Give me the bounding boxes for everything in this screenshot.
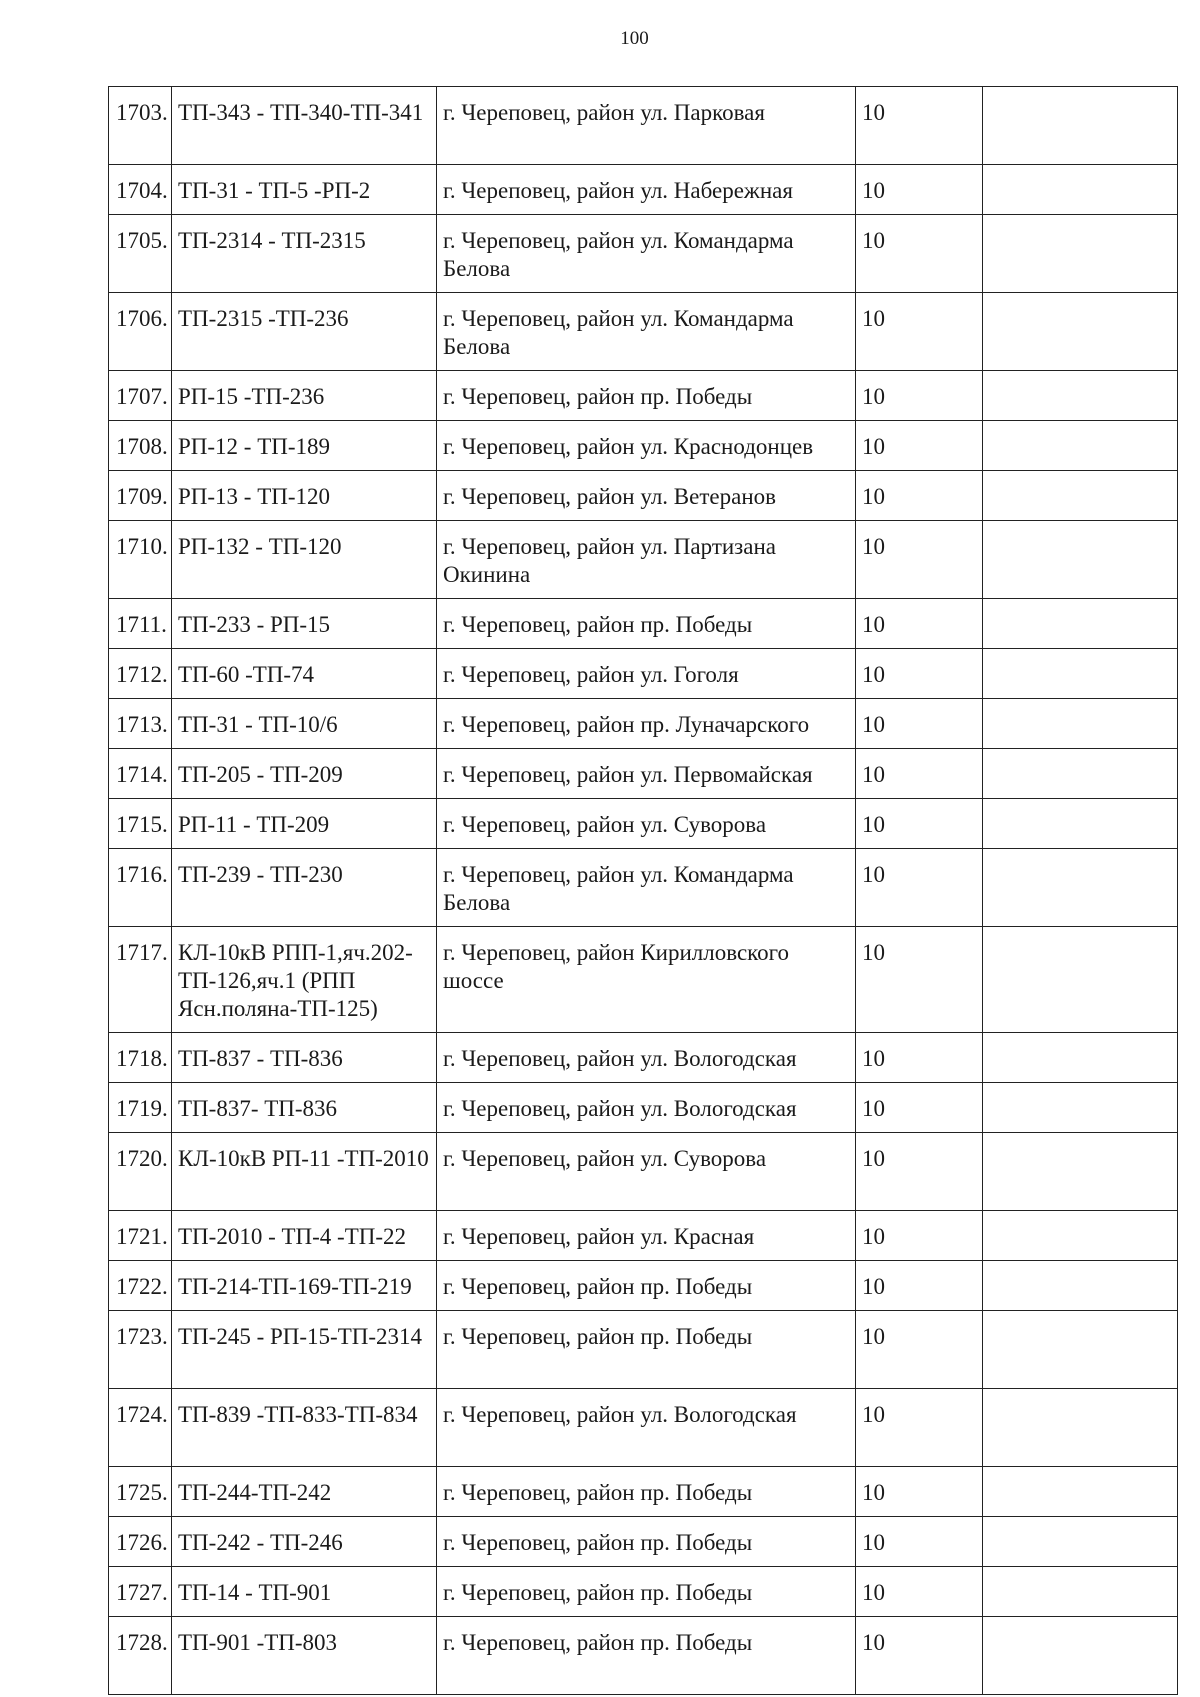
line-extra [983,293,1178,371]
line-extra [983,521,1178,599]
line-location: г. Череповец, район ул. Набережная [437,165,856,215]
row-number: 1720. [109,1133,172,1211]
line-name: ТП-244-ТП-242 [172,1467,437,1517]
table-row [109,165,1178,215]
line-voltage: 10 [856,371,983,421]
table-row [109,471,1178,521]
line-extra [983,749,1178,799]
line-name: ТП-901 -ТП-803 [172,1617,437,1695]
cable-lines-table [108,86,1178,1695]
row-number: 1707. [109,371,172,421]
table-row [109,849,1178,927]
line-name: ТП-60 -ТП-74 [172,649,437,699]
line-name: ТП-214-ТП-169-ТП-219 [172,1261,437,1311]
line-voltage: 10 [856,1133,983,1211]
line-name: КЛ-10кВ РПП-1,яч.202-ТП-126,яч.1 (РПП Ясн.поляна-ТП-125) [172,927,437,1033]
row-number: 1717. [109,927,172,1033]
line-name: РП-11 - ТП-209 [172,799,437,849]
row-number: 1713. [109,699,172,749]
line-voltage: 10 [856,1033,983,1083]
line-voltage: 10 [856,1567,983,1617]
line-extra [983,471,1178,521]
line-location: г. Череповец, район ул. Партизана Окинина [437,521,856,599]
line-location: г. Череповец, район ул. Ветеранов [437,471,856,521]
line-voltage: 10 [856,749,983,799]
line-name: ТП-239 - ТП-230 [172,849,437,927]
line-extra [983,649,1178,699]
table-row [109,1133,1178,1211]
line-extra [983,1133,1178,1211]
row-number: 1711. [109,599,172,649]
row-number: 1716. [109,849,172,927]
line-voltage: 10 [856,471,983,521]
line-location: г. Череповец, район ул. Гоголя [437,649,856,699]
line-extra [983,87,1178,165]
line-voltage: 10 [856,1389,983,1467]
line-location: г. Череповец, район ул. Командарма Белова [437,293,856,371]
line-name: РП-12 - ТП-189 [172,421,437,471]
line-name: РП-13 - ТП-120 [172,471,437,521]
row-number: 1706. [109,293,172,371]
row-number: 1719. [109,1083,172,1133]
line-location: г. Череповец, район ул. Парковая [437,87,856,165]
line-voltage: 10 [856,421,983,471]
line-voltage: 10 [856,521,983,599]
line-location: г. Череповец, район пр. Победы [437,1567,856,1617]
line-name: ТП-837 - ТП-836 [172,1033,437,1083]
row-number: 1715. [109,799,172,849]
line-extra [983,1467,1178,1517]
row-number: 1727. [109,1567,172,1617]
line-location: г. Череповец, район ул. Вологодская [437,1389,856,1467]
page-number: 100 [620,28,649,49]
line-location: г. Череповец, район пр. Победы [437,1261,856,1311]
line-voltage: 10 [856,799,983,849]
row-number: 1712. [109,649,172,699]
line-extra [983,421,1178,471]
row-number: 1724. [109,1389,172,1467]
row-number: 1721. [109,1211,172,1261]
table-row [109,1083,1178,1133]
line-name: ТП-205 - ТП-209 [172,749,437,799]
line-voltage: 10 [856,87,983,165]
line-name: ТП-233 - РП-15 [172,599,437,649]
line-voltage: 10 [856,215,983,293]
line-location: г. Череповец, район пр. Луначарского [437,699,856,749]
line-voltage: 10 [856,849,983,927]
table-row [109,521,1178,599]
line-name: ТП-31 - ТП-5 -РП-2 [172,165,437,215]
line-extra [983,849,1178,927]
row-number: 1714. [109,749,172,799]
line-voltage: 10 [856,1467,983,1517]
row-number: 1722. [109,1261,172,1311]
row-number: 1703. [109,87,172,165]
row-number: 1728. [109,1617,172,1695]
line-extra [983,1617,1178,1695]
line-name: ТП-14 - ТП-901 [172,1567,437,1617]
line-name: ТП-31 - ТП-10/6 [172,699,437,749]
line-location: г. Череповец, район ул. Вологодская [437,1033,856,1083]
table-row [109,1617,1178,1695]
table-row [109,699,1178,749]
line-name: ТП-837- ТП-836 [172,1083,437,1133]
row-number: 1704. [109,165,172,215]
line-location: г. Череповец, район пр. Победы [437,1517,856,1567]
line-name: РП-132 - ТП-120 [172,521,437,599]
line-extra [983,799,1178,849]
row-number: 1723. [109,1311,172,1389]
line-voltage: 10 [856,927,983,1033]
line-name: ТП-2314 - ТП-2315 [172,215,437,293]
table-row [109,1261,1178,1311]
line-name: ТП-2010 - ТП-4 -ТП-22 [172,1211,437,1261]
line-name: ТП-2315 -ТП-236 [172,293,437,371]
line-location: г. Череповец, район ул. Суворова [437,1133,856,1211]
table-row [109,1567,1178,1617]
table-row [109,421,1178,471]
line-name: ТП-245 - РП-15-ТП-2314 [172,1311,437,1389]
row-number: 1708. [109,421,172,471]
row-number: 1718. [109,1033,172,1083]
line-extra [983,1083,1178,1133]
line-voltage: 10 [856,1211,983,1261]
line-extra [983,215,1178,293]
line-location: г. Череповец, район ул. Первомайская [437,749,856,799]
line-voltage: 10 [856,1517,983,1567]
table-row [109,1311,1178,1389]
table-row [109,1517,1178,1567]
row-number: 1705. [109,215,172,293]
line-voltage: 10 [856,649,983,699]
line-location: г. Череповец, район ул. Командарма Белова [437,849,856,927]
line-name: ТП-343 - ТП-340-ТП-341 [172,87,437,165]
line-location: г. Череповец, район пр. Победы [437,1311,856,1389]
row-number: 1709. [109,471,172,521]
line-location: г. Череповец, район пр. Победы [437,1467,856,1517]
line-voltage: 10 [856,599,983,649]
table-row [109,215,1178,293]
line-name: ТП-839 -ТП-833-ТП-834 [172,1389,437,1467]
line-extra [983,599,1178,649]
row-number: 1726. [109,1517,172,1567]
line-extra [983,1261,1178,1311]
table-row [109,599,1178,649]
line-voltage: 10 [856,1083,983,1133]
line-voltage: 10 [856,1261,983,1311]
line-extra [983,1033,1178,1083]
line-location: г. Череповец, район ул. Командарма Белова [437,215,856,293]
line-extra [983,927,1178,1033]
line-voltage: 10 [856,699,983,749]
line-extra [983,165,1178,215]
line-name: КЛ-10кВ РП-11 -ТП-2010 [172,1133,437,1211]
table-row [109,749,1178,799]
table-row [109,1389,1178,1467]
table-row [109,87,1178,165]
line-location: г. Череповец, район пр. Победы [437,1617,856,1695]
line-name: РП-15 -ТП-236 [172,371,437,421]
line-extra [983,1211,1178,1261]
line-name: ТП-242 - ТП-246 [172,1517,437,1567]
line-location: г. Череповец, район ул. Вологодская [437,1083,856,1133]
table-row [109,1211,1178,1261]
line-extra [983,1517,1178,1567]
line-extra [983,1311,1178,1389]
table-row [109,1033,1178,1083]
row-number: 1710. [109,521,172,599]
row-number: 1725. [109,1467,172,1517]
line-voltage: 10 [856,1311,983,1389]
table-row [109,293,1178,371]
line-extra [983,699,1178,749]
line-extra [983,1567,1178,1617]
table-row [109,649,1178,699]
line-location: г. Череповец, район ул. Красная [437,1211,856,1261]
table-row [109,1467,1178,1517]
line-voltage: 10 [856,1617,983,1695]
line-voltage: 10 [856,165,983,215]
line-location: г. Череповец, район Кирилловского шоссе [437,927,856,1033]
line-location: г. Череповец, район пр. Победы [437,371,856,421]
table-row [109,927,1178,1033]
line-location: г. Череповец, район пр. Победы [437,599,856,649]
table-row [109,371,1178,421]
line-voltage: 10 [856,293,983,371]
line-extra [983,1389,1178,1467]
line-location: г. Череповец, район ул. Суворова [437,799,856,849]
line-location: г. Череповец, район ул. Краснодонцев [437,421,856,471]
line-extra [983,371,1178,421]
table-row [109,799,1178,849]
